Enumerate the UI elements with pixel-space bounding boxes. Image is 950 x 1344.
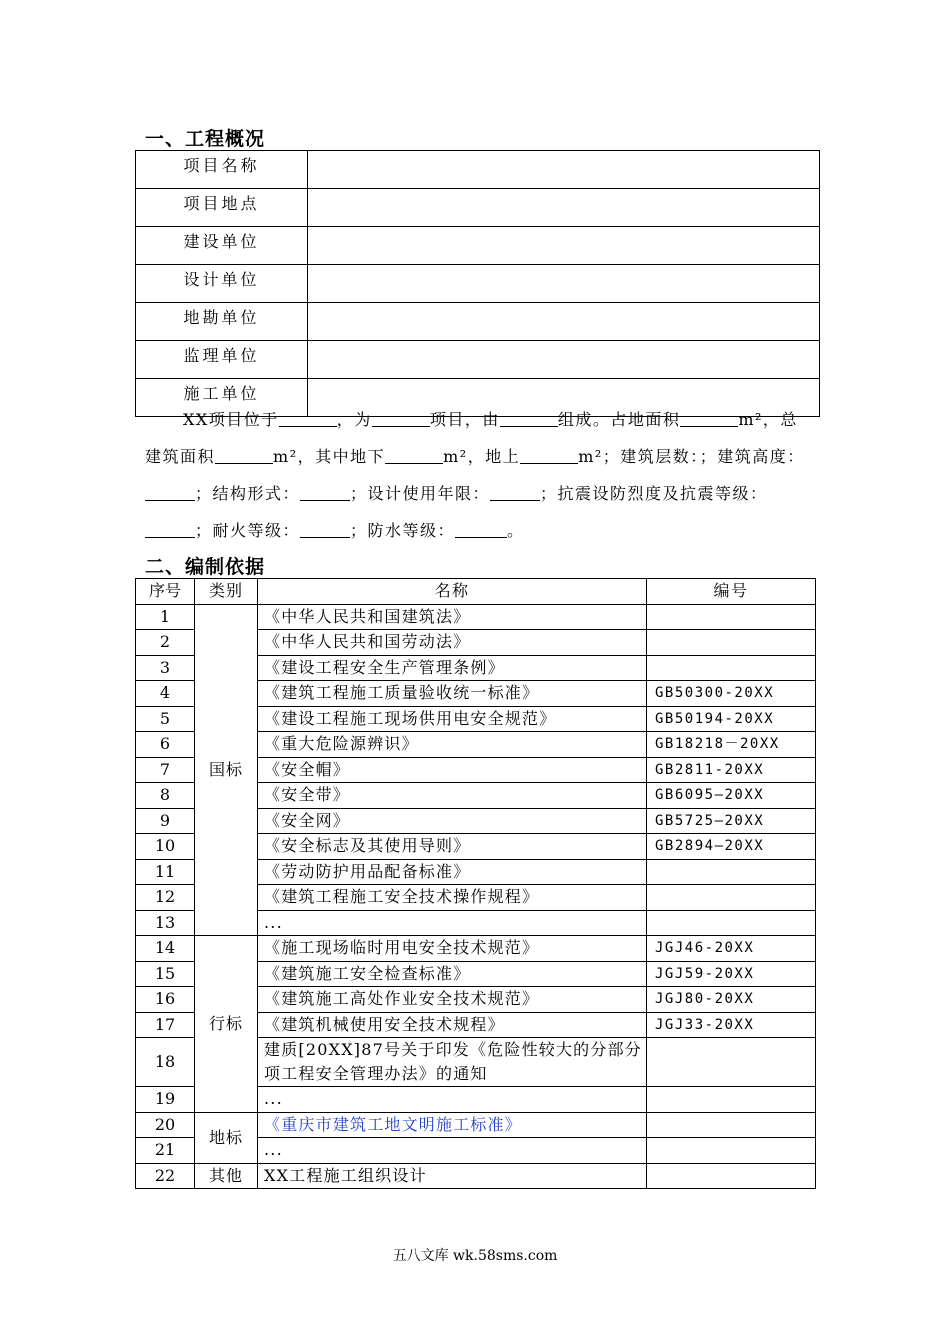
info-value: [308, 227, 820, 265]
row-name: XX工程施工组织设计: [258, 1163, 647, 1189]
overview-text: 项目，由: [429, 410, 500, 429]
row-name: 《建设工程安全生产管理条例》: [258, 655, 647, 681]
row-name: 《建筑工程施工安全技术操作规程》: [258, 885, 647, 911]
row-no: 19: [136, 1087, 195, 1113]
row-code: JGJ33-20XX: [647, 1012, 816, 1038]
info-label: 设计单位: [136, 265, 308, 303]
row-code: [647, 1087, 816, 1113]
row-no: 10: [136, 834, 195, 860]
fill-blank: [300, 482, 350, 501]
fill-blank: [279, 408, 337, 427]
row-no: 16: [136, 987, 195, 1013]
row-code: GB2894—20XX: [647, 834, 816, 860]
row-no: 17: [136, 1012, 195, 1038]
info-row: [136, 303, 820, 341]
info-value: [308, 189, 820, 227]
row-no: 22: [136, 1163, 195, 1189]
row-code: [647, 1163, 816, 1189]
fill-blank: [145, 482, 195, 501]
table-row: [136, 1163, 816, 1189]
fill-blank: [680, 408, 738, 427]
row-name: 《安全帽》: [258, 757, 647, 783]
fill-blank: [490, 482, 540, 501]
row-code: GB18218－20XX: [647, 732, 816, 758]
table-row: [136, 604, 816, 630]
info-value: [308, 341, 820, 379]
row-no: 18: [136, 1038, 195, 1087]
row-no: 3: [136, 655, 195, 681]
row-code: [647, 885, 816, 911]
row-name: 《安全带》: [258, 783, 647, 809]
overview-paragraph: [145, 401, 815, 549]
table-row: [136, 936, 816, 962]
category-national: 国标: [195, 604, 258, 936]
overview-text: ；设计使用年限：: [350, 484, 491, 503]
info-row: [136, 265, 820, 303]
row-name: 《中华人民共和国劳动法》: [258, 630, 647, 656]
row-no: 20: [136, 1112, 195, 1138]
row-code: GB50300-20XX: [647, 681, 816, 707]
row-name: 《建筑机械使用安全技术规程》: [258, 1012, 647, 1038]
row-name: 《建筑施工安全检查标准》: [258, 961, 647, 987]
row-no: 8: [136, 783, 195, 809]
info-label: 地勘单位: [136, 303, 308, 341]
category-industry: 行标: [195, 936, 258, 1113]
overview-text: m²，总建筑面积: [145, 410, 798, 466]
row-code: [647, 859, 816, 885]
info-label: 监理单位: [136, 341, 308, 379]
section-title-basis: 二、编制依据: [145, 556, 266, 578]
overview-text: ；防水等级：: [350, 521, 456, 540]
fill-blank: [372, 408, 430, 427]
overview-text: 。: [507, 521, 525, 540]
header-name: 名称: [258, 579, 647, 605]
overview-text: ；建筑高度：: [699, 447, 805, 466]
row-name: 《施工现场临时用电安全技术规范》: [258, 936, 647, 962]
info-value: [308, 265, 820, 303]
row-name: 《劳动防护用品配备标准》: [258, 859, 647, 885]
row-no: 9: [136, 808, 195, 834]
row-code: [647, 604, 816, 630]
row-code: JGJ59-20XX: [647, 961, 816, 987]
row-code: GB6095—20XX: [647, 783, 816, 809]
row-code: [647, 1112, 816, 1138]
fill-blank: [500, 408, 558, 427]
row-name: 《安全标志及其使用导则》: [258, 834, 647, 860]
fill-blank: [455, 519, 507, 538]
row-name: ...: [258, 1087, 647, 1113]
fill-blank: [520, 445, 578, 464]
row-name: ...: [258, 1138, 647, 1164]
info-row: [136, 227, 820, 265]
fill-blank: [215, 445, 273, 464]
row-code: [647, 655, 816, 681]
row-no: 15: [136, 961, 195, 987]
fill-blank: [145, 519, 195, 538]
overview-text: m²，其中地下: [273, 447, 386, 466]
basis-table: [135, 578, 816, 1189]
overview-text: ；结构形式：: [195, 484, 301, 503]
table-row: [136, 1112, 816, 1138]
info-label: 施工单位: [136, 379, 308, 417]
footer-watermark: 五八文库 wk.58sms.com: [392, 1248, 558, 1264]
section-title-overview: 一、工程概况: [145, 128, 266, 150]
category-other: 其他: [195, 1163, 258, 1189]
info-row: [136, 189, 820, 227]
overview-text: XX项目位于: [183, 410, 279, 429]
row-name: 《建筑工程施工质量验收统一标准》: [258, 681, 647, 707]
row-no: 5: [136, 706, 195, 732]
row-code: GB50194-20XX: [647, 706, 816, 732]
info-label: 建设单位: [136, 227, 308, 265]
row-name: 建质[20XX]87号关于印发《危险性较大的分部分项工程安全管理办法》的通知: [258, 1038, 647, 1087]
overview-text: m²，地上: [443, 447, 521, 466]
info-row: [136, 151, 820, 189]
row-code: GB2811-20XX: [647, 757, 816, 783]
row-no: 4: [136, 681, 195, 707]
row-no: 2: [136, 630, 195, 656]
row-code: [647, 630, 816, 656]
fill-blank: [385, 445, 443, 464]
header-category: 类别: [195, 579, 258, 605]
row-no: 7: [136, 757, 195, 783]
info-row: [136, 341, 820, 379]
row-no: 1: [136, 604, 195, 630]
header-code: 编号: [647, 579, 816, 605]
project-info-table: [135, 150, 820, 417]
overview-text: m²；建筑层数：: [578, 447, 700, 466]
overview-text: ；抗震设防烈度及抗震等级：: [540, 484, 768, 503]
row-no: 11: [136, 859, 195, 885]
row-name: 《中华人民共和国建筑法》: [258, 604, 647, 630]
row-name-link[interactable]: 《重庆市建筑工地文明施工标准》: [258, 1112, 647, 1138]
row-code: [647, 910, 816, 936]
info-value: [308, 151, 820, 189]
row-no: 14: [136, 936, 195, 962]
info-value: [308, 303, 820, 341]
row-no: 13: [136, 910, 195, 936]
row-code: GB5725—20XX: [647, 808, 816, 834]
row-no: 6: [136, 732, 195, 758]
row-no: 12: [136, 885, 195, 911]
info-label: 项目名称: [136, 151, 308, 189]
row-code: [647, 1038, 816, 1087]
row-name: 《建设工程施工现场供用电安全规范》: [258, 706, 647, 732]
row-name: ...: [258, 910, 647, 936]
overview-text: ，为: [336, 410, 372, 429]
row-code: JGJ46-20XX: [647, 936, 816, 962]
row-name: 《重大危险源辨识》: [258, 732, 647, 758]
row-code: [647, 1138, 816, 1164]
overview-text: 组成。占地面积: [557, 410, 681, 429]
row-name: 《建筑施工高处作业安全技术规范》: [258, 987, 647, 1013]
overview-text: ；耐火等级：: [195, 521, 301, 540]
category-local: 地标: [195, 1112, 258, 1163]
row-no: 21: [136, 1138, 195, 1164]
info-label: 项目地点: [136, 189, 308, 227]
table-header-row: [136, 579, 816, 605]
row-name: 《安全网》: [258, 808, 647, 834]
fill-blank: [300, 519, 350, 538]
header-no: 序号: [136, 579, 195, 605]
row-code: JGJ80-20XX: [647, 987, 816, 1013]
